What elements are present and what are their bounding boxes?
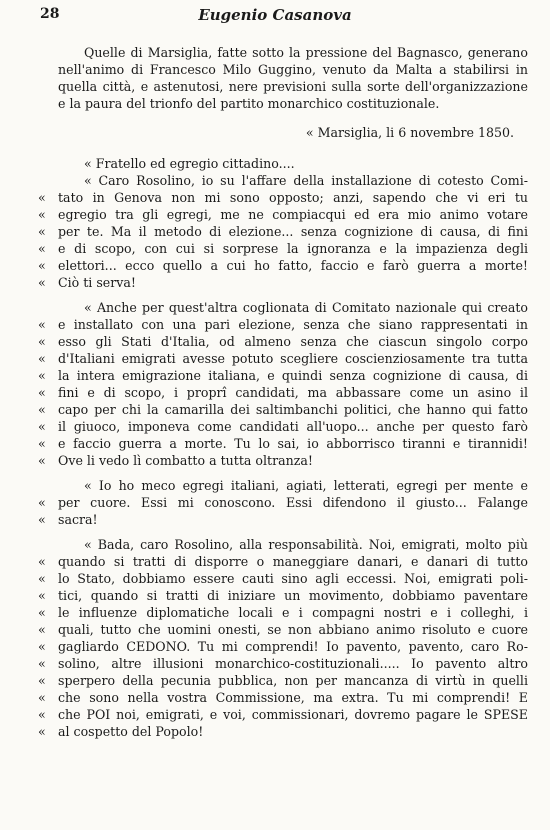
letter-line [38, 604, 528, 621]
letter-line [38, 672, 528, 689]
letter-line [38, 655, 528, 672]
letter-line [58, 536, 528, 553]
letter-line [38, 452, 528, 469]
letter-line-text: tato in Genova non mi sono opposto; anzi, sapendo che vi eri tu [58, 190, 528, 205]
quote-mark: « [38, 707, 46, 722]
quote-mark: « [38, 385, 46, 400]
letter-line [58, 477, 528, 494]
letter-line-text: d'Italiani emigrati avesse potuto scegliere coscienziosamente tra tutta [58, 351, 528, 366]
letter-line [38, 553, 528, 570]
letter-line-text: che sono nella vostra Commissione, ma extra. Tu mi comprendi! E [58, 690, 528, 705]
letter-line-text: per te. Ma il metodo di elezione... senza cognizione di causa, di fini [58, 224, 528, 239]
letter-line [38, 189, 528, 206]
letter-line-text: « Bada, caro Rosolino, alla responsabilità. Noi, emigrati, molto più [84, 537, 528, 552]
quote-mark: « [38, 605, 46, 620]
text-line: e la paura del trionfo del partito monarchico costituzionale. [58, 96, 440, 111]
letter-line [38, 570, 528, 587]
page-number: 28 [40, 6, 60, 22]
text-line: nell'animo di Francesco Milo Guggino, venuto da Malta a stabilirsi in [58, 62, 528, 77]
letter-line [38, 418, 528, 435]
quote-mark: « [38, 554, 46, 569]
letter-line-text: sacra! [58, 512, 98, 527]
letter-line [38, 723, 528, 740]
quote-mark: « [38, 453, 46, 468]
quote-mark: « [38, 419, 46, 434]
letter-line-text: e faccio guerra a morte. Tu lo sai, io abborrisco tiranni e tirannidi! [58, 436, 528, 451]
quote-mark: « [38, 258, 46, 273]
letter-text [38, 172, 528, 740]
letter-line [38, 274, 528, 291]
letter-line [38, 350, 528, 367]
quote-mark: « [38, 351, 46, 366]
quote-mark: « [38, 317, 46, 332]
letter-line-text: gagliardo CEDONO. Tu mi comprendi! Io pavento, pavento, caro Ro- [58, 639, 528, 654]
letter-line [38, 223, 528, 240]
letter-line [38, 587, 528, 604]
letter-line [38, 333, 528, 350]
letter-line [38, 511, 528, 528]
quote-mark: « [38, 724, 46, 739]
letter-line-text: al cospetto del Popolo! [58, 724, 204, 739]
letter-line-text: Ciò ti serva! [58, 275, 136, 290]
letter-line [38, 638, 528, 655]
text-body [38, 44, 528, 740]
quote-mark: « [38, 224, 46, 239]
letter-line-text: esso gli Stati d'Italia, od almeno senza che ciascun singolo corpo [58, 334, 528, 349]
letter-line-text: egregio tra gli egregi, me ne compiacqui ed era mio animo votare [58, 207, 528, 222]
letter-line-text: « Caro Rosolino, io su l'affare della installazione di cotesto Comi- [84, 173, 528, 188]
letter-line [38, 240, 528, 257]
letter-line [38, 621, 528, 638]
quote-mark: « [38, 436, 46, 451]
quote-mark: « [38, 656, 46, 671]
letter-line-text: per cuore. Essi mi conoscono. Essi difendono il giusto... Falange [58, 495, 528, 510]
dateline: « Marsiglia, li 6 novembre 1850. [305, 125, 514, 140]
quote-mark: « [38, 495, 46, 510]
letter-line-text: sperpero della pecunia pubblica, non per mancanza di virtù in quelli [58, 673, 528, 688]
letter-line [38, 206, 528, 223]
quote-mark: « [38, 207, 46, 222]
quote-mark: « [38, 588, 46, 603]
letter-line [58, 299, 528, 316]
quote-mark: « [38, 241, 46, 256]
quote-mark: « [38, 571, 46, 586]
letter-line-text: elettori... ecco quello a cui ho fatto, faccio e farò guerra a morte! [58, 258, 528, 273]
letter-line-text: tici, quando si tratti di iniziare un movimento, dobbiamo paventare [58, 588, 528, 603]
letter-line-text: quando si tratti di disporre o maneggiare danari, e danari di tutto [58, 554, 528, 569]
quote-mark: « [38, 275, 46, 290]
quote-mark: « [38, 622, 46, 637]
letter-line [38, 494, 528, 511]
quote-mark: « [38, 368, 46, 383]
letter-line-text: la intera emigrazione italiana, e quindi senza cognizione di causa, di [58, 368, 528, 383]
letter-line [58, 172, 528, 189]
page-header [40, 6, 510, 30]
letter-line-text: « Io ho meco egregi italiani, agiati, letterati, egregi per mente e [84, 478, 528, 493]
letter-line [38, 384, 528, 401]
running-title: Eugenio Casanova [198, 6, 352, 24]
letter-line-text: solino, altre illusioni monarchico-costituzionali..... Io pavento altro [58, 656, 528, 671]
letter-line [38, 367, 528, 384]
letter-line-text: le influenze diplomatiche locali e i compagni nostri e i colleghi, i [58, 605, 528, 620]
letter-line-text: e di scopo, con cui si sorprese la ignoranza e la impazienza degli [58, 241, 528, 256]
letter-line-text: « Anche per quest'altra coglionata di Comitato nazionale qui creato [84, 300, 528, 315]
letter-line-text: il giuoco, imponeva come candidati all'uopo... anche per questo farò [58, 419, 528, 434]
letter-line [38, 435, 528, 452]
quote-mark: « [38, 673, 46, 688]
quote-mark: « [38, 690, 46, 705]
text-line: quella città, e astenutosi, nere previsioni sulla sorte dell'organizzazione [58, 79, 528, 94]
letter-line [38, 401, 528, 418]
letter-line [38, 689, 528, 706]
quote-mark: « [38, 190, 46, 205]
quote-mark: « [38, 402, 46, 417]
quote-mark: « [38, 334, 46, 349]
letter-line [38, 706, 528, 723]
salutation: « Fratello ed egregio cittadino.... [84, 156, 295, 171]
letter-line-text: quali, tutto che uomini onesti, se non abbiano animo risoluto e cuore [58, 622, 528, 637]
quote-mark: « [38, 639, 46, 654]
text-line: Quelle di Marsiglia, fatte sotto la pressione del Bagnasco, generano [84, 45, 528, 60]
letter-line-text: capo per chi la camarilla dei saltimbanchi politici, che hanno qui fatto [58, 402, 528, 417]
letter-line-text: e installato con una pari elezione, senza che siano rappresentati in [58, 317, 528, 332]
letter-line-text: fini e di scopo, i proprî candidati, ma abbassare come un asino il [58, 385, 528, 400]
letter-line [38, 316, 528, 333]
letter-line-text: che POI noi, emigrati, e voi, commissionari, dovremo pagare le SPESE [58, 707, 528, 722]
letter-line-text: Ove li vedo lì combatto a tutta oltranza! [58, 453, 313, 468]
letter-line-text: lo Stato, dobbiamo essere cauti sino agli eccessi. Noi, emigrati poli- [58, 571, 528, 586]
letter-line [38, 257, 528, 274]
quote-mark: « [38, 512, 46, 527]
